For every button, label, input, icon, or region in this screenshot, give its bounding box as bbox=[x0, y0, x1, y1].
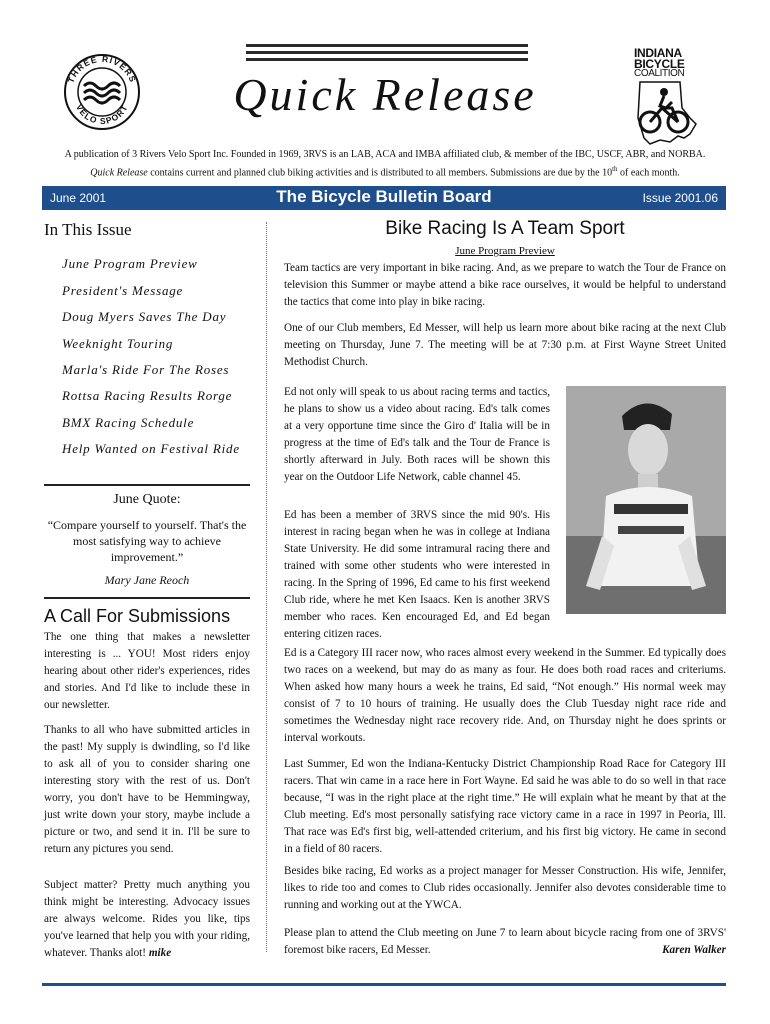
toc-item[interactable]: June Program Preview bbox=[62, 256, 198, 271]
indiana-cyclist-icon bbox=[620, 78, 710, 148]
banner-issue: Issue 2001.06 bbox=[642, 191, 718, 205]
notice-text: contains current and planned club biking activities and is distributed to all members. Submissions are due by the 10 bbox=[147, 167, 613, 179]
coalition-logo-line-3: COALITION bbox=[634, 68, 685, 79]
article-paragraph-4: Ed has been a member of 3RVS since the mid 90's. His interest in racing began when he was in college at Indiana State University. He did some intramural racing there and trained with some other students who were interested in racing. In the Spring of 1996, Ed came to his first weekend Club ride, where he met Ken Isaacs. Ken is another 3RVS member who races. Ken encouraged Ed, and Ed began entering citizen races. bbox=[284, 509, 550, 640]
coalition-logo-line-2: BICYCLE bbox=[634, 57, 685, 71]
quote-author: Mary Jane Reoch bbox=[104, 573, 190, 587]
article-paragraph-3: Ed not only will speak to us about racing terms and tactics, he plans to show us a video about racing. Ed's talk comes at a very opportune time since the Giro d' Italia will be in progress at the time of Ed's talk and the Tour de France is shortly afterward in July. Both races will be shown this year on the Outdoor Life Network, cable channel 45. bbox=[284, 386, 550, 483]
notice-superscript: th bbox=[612, 165, 618, 173]
submissions-paragraph-3 bbox=[44, 877, 250, 962]
toc-item[interactable]: Rottsa Racing Results Rorge bbox=[62, 388, 233, 403]
submissions-signature: mike bbox=[148, 947, 172, 959]
masthead-rule-top-1 bbox=[246, 44, 528, 47]
quote-divider-top bbox=[44, 484, 250, 486]
toc-item[interactable]: Doug Myers Saves The Day bbox=[62, 309, 227, 324]
publication-info-line: A publication of 3 Rivers Velo Sport Inc. Founded in 1969, 3RVS is an LAB, ACA and IMBA affiliated club, & member of the IBC, USCF, ABR, and NORBA. bbox=[64, 149, 706, 160]
toc-item[interactable]: Weeknight Touring bbox=[62, 336, 174, 351]
indiana-bicycle-coalition-logo bbox=[620, 46, 710, 146]
submissions-paragraph-3-text: Subject matter? Pretty much anything you think might be interesting. Advocacy issues are always welcome. Rides you like, tips you've learned that help you with your riding, whatever. Thanks alot! bbox=[44, 879, 250, 959]
submissions-paragraph-2: Thanks to all who have submitted articles in the past! My supply is dwindling, so I'd like to ask all of you to consider sharing one interesting story with the rest of us. Don't worry, you don't have to be Hemmingway, just write down your story, maybe include a picture or two, and send it in. I'll be sure to return any pictures you send. bbox=[44, 724, 250, 855]
masthead-rule-top-3 bbox=[246, 58, 528, 61]
toc-item[interactable]: President's Message bbox=[62, 283, 184, 298]
article-paragraph-7: Besides bike racing, Ed works as a project manager for Messer Construction. His wife, Jennifer, likes to ride too and comes to Club rides occasionally. Jennifer also devotes considerable time to running and working out at the YWCA. bbox=[284, 865, 726, 911]
notice-end: of each month. bbox=[617, 167, 680, 179]
toc-item[interactable]: BMX Racing Schedule bbox=[62, 415, 195, 430]
coalition-logo-line-1: INDIANA bbox=[634, 46, 682, 60]
logo-bottom-text: VELO SPORT bbox=[73, 102, 130, 127]
article-paragraph-8-text: Please plan to attend the Club meeting on June 7 to learn about bicycle racing from one of 3RVS' foremost bike racers, Ed Messer. bbox=[284, 927, 726, 956]
toc-item[interactable]: Marla's Ride For The Roses bbox=[62, 362, 230, 377]
toc-item[interactable]: Help Wanted on Festival Ride bbox=[62, 441, 240, 456]
article-paragraph-8 bbox=[284, 925, 726, 959]
article-paragraph-2: One of our Club members, Ed Messer, will help us learn more about bike racing at the next Club meeting on Thursday, June 7. The meeting will be at 7:30 p.m. at First Wayne Street United Methodist Church. bbox=[284, 322, 726, 368]
notice-publication-name: Quick Release bbox=[90, 167, 148, 179]
submissions-paragraph-1: The one thing that makes a newsletter interesting is ... YOU! Most riders enjoy hearing about other rider's experiences, rides and stories. And I'd like to include these in our newsletter. bbox=[44, 631, 250, 711]
masthead-rule-top-2 bbox=[246, 51, 528, 54]
cyclist-photo bbox=[566, 386, 726, 614]
quote-divider-bottom bbox=[44, 597, 250, 599]
toc-title: In This Issue bbox=[44, 220, 132, 239]
submission-notice-line bbox=[40, 162, 730, 180]
article-subtitle: June Program Preview bbox=[455, 245, 555, 257]
submissions-title: A Call For Submissions bbox=[44, 606, 231, 626]
bulletin-banner bbox=[42, 186, 726, 210]
banner-date: June 2001 bbox=[50, 191, 107, 205]
quote-text: “Compare yourself to yourself. That's the most satisfying way to achieve improvement.” bbox=[47, 518, 247, 564]
article-paragraph-1: Team tactics are very important in bike racing. And, as we prepare to watch the Tour de France on television this Summer or maybe attend a bike race ourselves, it would be helpful to understand the tactics that come into play in bike racing. bbox=[284, 262, 726, 308]
article-paragraph-6: Last Summer, Ed won the Indiana-Kentucky District Championship Road Race for Category III racers. That win came in a race here in Fort Wayne. Ed said he was able to do so well in that race because, “I was in the right place at the right time.” He will explain what he meant by that at the Club meeting. Ed's most personally satisfying race victory came in a race in 1997 in Peoria, Ill. That race was Ed's first big, well-attended criterium, and his first big victory. He came in second in a field of 80 racers. bbox=[284, 758, 726, 855]
cyclist-ed-messer-photo-icon bbox=[566, 386, 726, 614]
publication-title: Quick Release bbox=[233, 69, 537, 120]
article-paragraph-5: Ed is a Category III racer now, who races almost every weekend in the Summer. Ed typically does two races on a weekend, but may do as many as four. He does both road races and criteriums. When asked how many hours a week he trains, Ed said, “Not enough.” His normal week may consist of 7 to 10 hours of training. He usually does the Club Tuesday night race ride and sometimes the Wednesday night race recovery ride. And, on Thursday night he does sprints or interval workouts. bbox=[284, 647, 726, 744]
footer-rule bbox=[42, 983, 726, 986]
banner-title: The Bicycle Bulletin Board bbox=[276, 187, 492, 206]
quote-title: June Quote: bbox=[113, 492, 181, 507]
logo-top-text: THREE RIVERS bbox=[65, 53, 139, 85]
column-divider bbox=[266, 222, 267, 952]
article-author: Karen Walker bbox=[662, 944, 726, 956]
article-title: Bike Racing Is A Team Sport bbox=[385, 218, 625, 239]
